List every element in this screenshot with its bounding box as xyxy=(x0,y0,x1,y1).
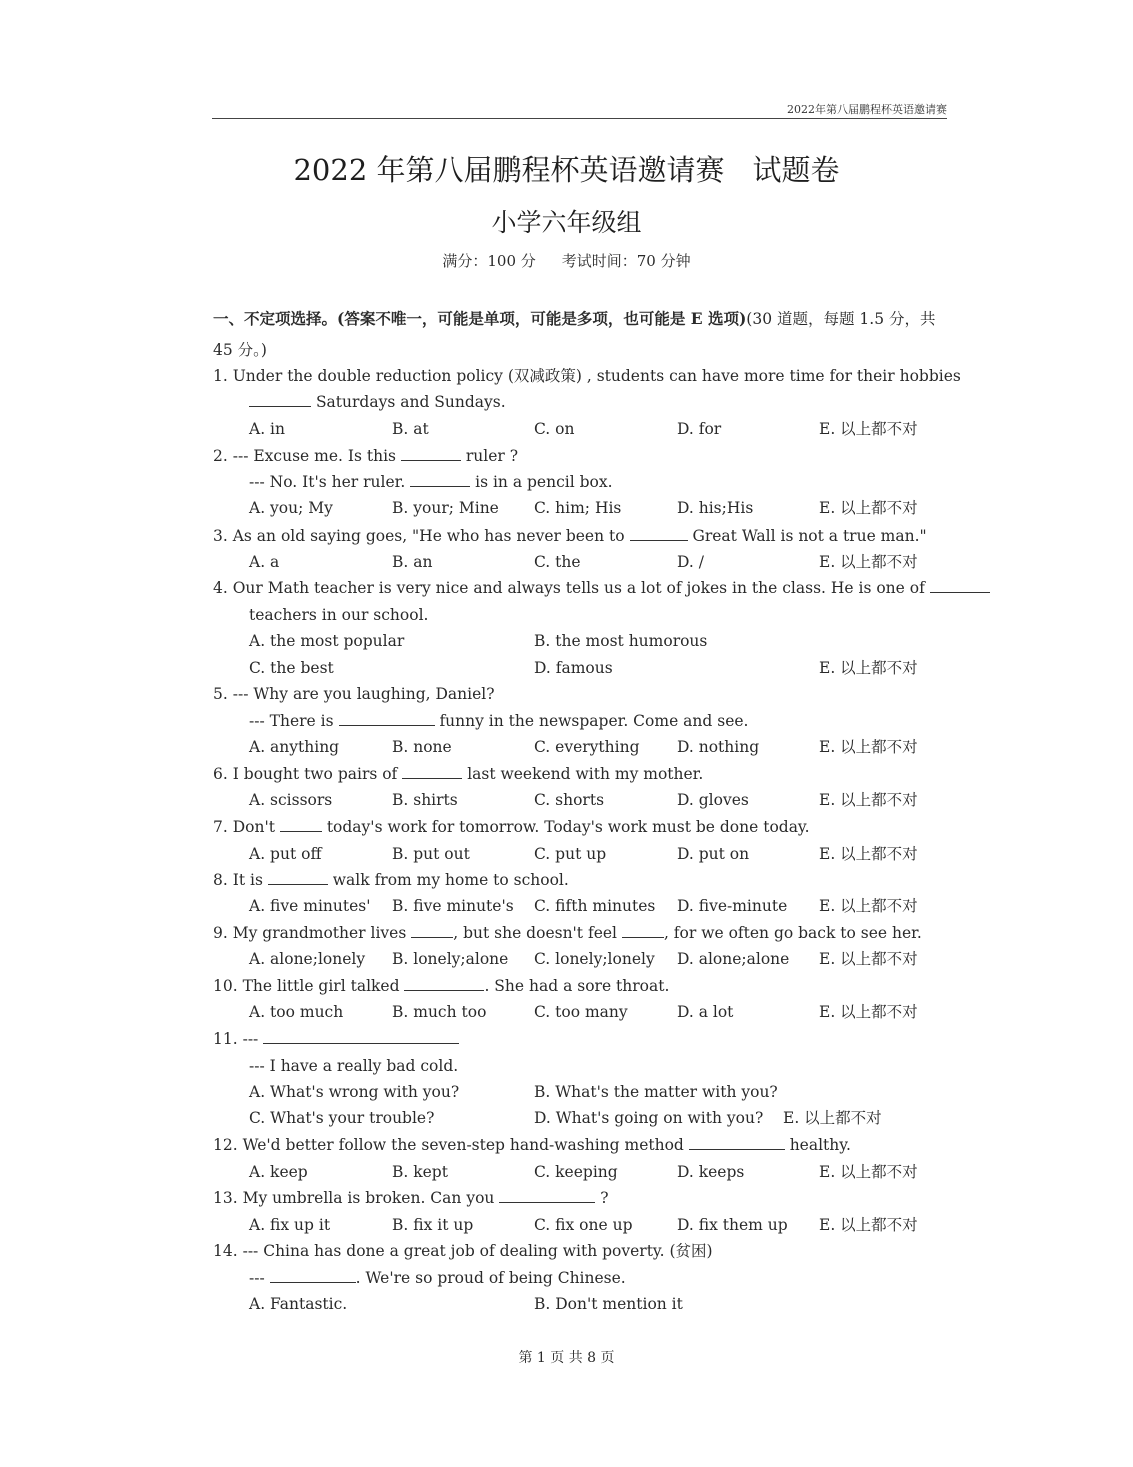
question-13-text-b: ? xyxy=(600,1189,609,1207)
page-title xyxy=(0,148,1133,189)
question-8-line-1 xyxy=(213,870,569,890)
answer-blank xyxy=(630,526,688,541)
answer-blank xyxy=(339,711,435,726)
q8-option-a: A. five minutes' xyxy=(249,897,371,915)
title-main: 2022 年第八届鹏程杯英语邀请赛 xyxy=(293,153,725,187)
question-11-text-a: 11. --- xyxy=(213,1030,259,1048)
q6-option-e: E. 以上都不对 xyxy=(819,791,918,809)
q14-option-a: A. Fantastic. xyxy=(249,1295,348,1313)
question-14-text-b: --- xyxy=(249,1269,265,1287)
q8-option-c: C. fifth minutes xyxy=(534,897,656,915)
question-13-line-1 xyxy=(213,1188,609,1208)
q7-option-e: E. 以上都不对 xyxy=(819,845,918,863)
answer-blank xyxy=(689,1135,785,1150)
q5-option-a: A. anything xyxy=(249,738,340,756)
q14-option-b: B. Don't mention it xyxy=(534,1295,683,1313)
answer-blank xyxy=(930,578,990,593)
q6-option-b: B. shirts xyxy=(392,791,458,809)
q13-option-b: B. fix it up xyxy=(392,1216,474,1234)
q12-option-b: B. kept xyxy=(392,1163,448,1181)
question-2-text-d: is in a pencil box. xyxy=(475,473,613,491)
q10-option-e: E. 以上都不对 xyxy=(819,1003,918,1021)
q12-option-c: C. keeping xyxy=(534,1163,618,1181)
q11-option-a: A. What's wrong with you? xyxy=(249,1083,460,1101)
q4-option-c: C. the best xyxy=(249,659,334,677)
q13-option-a: A. fix up it xyxy=(249,1216,331,1234)
question-8-text-a: 8. It is xyxy=(213,871,263,889)
q8-option-b: B. five minute's xyxy=(392,897,514,915)
question-1-text: 1. Under the double reduction policy (双减政策) , students can have more time for their hobbies xyxy=(213,367,961,385)
q6-option-c: C. shorts xyxy=(534,791,605,809)
question-6-line-1 xyxy=(213,764,703,784)
full-score: 满分：100 分 xyxy=(442,252,536,270)
q1-option-c: C. on xyxy=(534,420,575,438)
question-12-text-a: 12. We'd better follow the seven-step hand-washing method xyxy=(213,1136,684,1154)
running-header: 2022年第八届鹏程杯英语邀请赛 xyxy=(787,103,947,116)
q11-option-c: C. What's your trouble? xyxy=(249,1109,435,1127)
question-11-text-b: --- I have a really bad cold. xyxy=(249,1057,459,1075)
q2-option-d: D. his;His xyxy=(677,499,754,517)
q1-option-a: A. in xyxy=(249,420,285,438)
q10-option-d: D. a lot xyxy=(677,1003,734,1021)
q7-option-a: A. put off xyxy=(249,845,322,863)
question-5-text-c: funny in the newspaper. Come and see. xyxy=(439,712,749,730)
question-4-text-b: teachers in our school. xyxy=(249,606,429,624)
question-7-text-b: today's work for tomorrow. Today's work must be done today. xyxy=(326,818,810,836)
q2-option-b: B. your; Mine xyxy=(392,499,499,517)
exam-time: 考试时间：70 分钟 xyxy=(561,252,691,270)
q3-option-b: B. an xyxy=(392,553,433,571)
question-5-line-2 xyxy=(249,711,748,731)
q9-option-b: B. lonely;alone xyxy=(392,950,509,968)
q13-option-c: C. fix one up xyxy=(534,1216,633,1234)
q7-option-b: B. put out xyxy=(392,845,470,863)
q6-option-d: D. gloves xyxy=(677,791,749,809)
question-2-text-c: --- No. It's her ruler. xyxy=(249,473,406,491)
question-11-line-1 xyxy=(213,1029,459,1049)
answer-blank xyxy=(411,923,453,938)
question-12-text-b: healthy. xyxy=(789,1136,851,1154)
q10-option-a: A. too much xyxy=(249,1003,344,1021)
q8-option-e: E. 以上都不对 xyxy=(819,897,918,915)
question-6-text-a: 6. I bought two pairs of xyxy=(213,765,398,783)
page-footer: 第 1 页 共 8 页 xyxy=(518,1350,615,1366)
answer-blank xyxy=(404,976,484,991)
q13-option-d: D. fix them up xyxy=(677,1216,788,1234)
q7-option-d: D. put on xyxy=(677,845,750,863)
answer-blank xyxy=(263,1029,459,1044)
q9-option-a: A. alone;lonely xyxy=(249,950,366,968)
question-6-text-b: last weekend with my mother. xyxy=(467,765,704,783)
q3-option-c: C. the xyxy=(534,553,581,571)
q6-option-a: A. scissors xyxy=(249,791,333,809)
q11-option-b: B. What's the matter with you? xyxy=(534,1083,778,1101)
question-14-text-c: . We're so proud of being Chinese. xyxy=(355,1269,626,1287)
question-7-line-1 xyxy=(213,817,810,837)
q3-option-e: E. 以上都不对 xyxy=(819,553,918,571)
q4-option-e: E. 以上都不对 xyxy=(819,659,918,677)
question-5-text-b: --- There is xyxy=(249,712,334,730)
question-3-line-1 xyxy=(213,526,927,546)
question-8-text-b: walk from my home to school. xyxy=(332,871,569,889)
answer-blank xyxy=(270,1268,356,1283)
question-4-text-a: 4. Our Math teacher is very nice and always tells us a lot of jokes in the class. He is one of xyxy=(213,579,925,597)
section-title: 一、不定项选择。(答案不唯一，可能是单项，可能是多项，也可能是 E 选项) xyxy=(213,309,747,328)
question-5-text-a: 5. --- Why are you laughing, Daniel? xyxy=(213,685,495,703)
q9-option-e: E. 以上都不对 xyxy=(819,950,918,968)
q3-option-a: A. a xyxy=(249,553,280,571)
section-heading xyxy=(213,303,948,366)
question-10-text-b: . She had a sore throat. xyxy=(484,977,670,995)
answer-blank xyxy=(410,472,470,487)
q4-option-d: D. famous xyxy=(534,659,613,677)
q8-option-d: D. five-minute xyxy=(677,897,788,915)
q1-option-e: E. 以上都不对 xyxy=(819,420,918,438)
question-9-text-b: , but she doesn't feel xyxy=(453,924,618,942)
q4-option-a: A. the most popular xyxy=(249,632,405,650)
section-note: (30 道题，每题 1.5 分，共 45 分。) xyxy=(213,310,936,359)
answer-blank xyxy=(499,1188,595,1203)
q5-option-c: C. everything xyxy=(534,738,640,756)
q11-option-e: E. 以上都不对 xyxy=(783,1109,882,1127)
q5-option-e: E. 以上都不对 xyxy=(819,738,918,756)
q13-option-e: E. 以上都不对 xyxy=(819,1216,918,1234)
q12-option-a: A. keep xyxy=(249,1163,308,1181)
question-12-line-1 xyxy=(213,1135,851,1155)
q7-option-c: C. put up xyxy=(534,845,607,863)
question-2-line-2 xyxy=(249,472,613,492)
question-7-text-a: 7. Don't xyxy=(213,818,275,836)
question-13-text-a: 13. My umbrella is broken. Can you xyxy=(213,1189,495,1207)
question-9-line-1 xyxy=(213,923,922,943)
q9-option-d: D. alone;alone xyxy=(677,950,790,968)
header-rule xyxy=(212,118,947,119)
answer-blank xyxy=(268,870,328,885)
answer-blank xyxy=(622,923,664,938)
q1-option-d: D. for xyxy=(677,420,722,438)
q4-option-b: B. the most humorous xyxy=(534,632,708,650)
answer-blank xyxy=(280,817,322,832)
q1-option-b: B. at xyxy=(392,420,429,438)
title-suffix: 试题卷 xyxy=(752,153,840,187)
q5-option-b: B. none xyxy=(392,738,452,756)
question-2-text-a: 2. --- Excuse me. Is this xyxy=(213,447,396,465)
question-2-line-1 xyxy=(213,446,518,466)
question-3-text-b: Great Wall is not a true man." xyxy=(692,527,927,545)
page-subtitle: 小学六年级组 xyxy=(491,208,642,237)
q11-option-d: D. What's going on with you? xyxy=(534,1109,764,1127)
answer-blank xyxy=(249,392,311,407)
q2-option-e: E. 以上都不对 xyxy=(819,499,918,517)
question-14-line-2 xyxy=(249,1268,626,1288)
question-10-line-1 xyxy=(213,976,669,996)
q10-option-b: B. much too xyxy=(392,1003,487,1021)
exam-meta xyxy=(0,250,1133,271)
question-3-text-a: 3. As an old saying goes, "He who has never been to xyxy=(213,527,625,545)
answer-blank xyxy=(402,764,462,779)
question-4-line-1 xyxy=(213,578,990,598)
q10-option-c: C. too many xyxy=(534,1003,628,1021)
q12-option-e: E. 以上都不对 xyxy=(819,1163,918,1181)
question-2-text-b: ruler ? xyxy=(465,447,519,465)
answer-blank xyxy=(401,446,461,461)
q5-option-d: D. nothing xyxy=(677,738,760,756)
question-9-text-c: , for we often go back to see her. xyxy=(663,924,922,942)
question-10-text-a: 10. The little girl talked xyxy=(213,977,400,995)
question-1-text-b: Saturdays and Sundays. xyxy=(315,393,506,411)
question-9-text-a: 9. My grandmother lives xyxy=(213,924,407,942)
q2-option-a: A. you; My xyxy=(249,499,333,517)
q2-option-c: C. him; His xyxy=(534,499,622,517)
question-1-cont xyxy=(249,392,506,412)
question-14-text-a: 14. --- China has done a great job of dealing with poverty. (贫困) xyxy=(213,1242,713,1260)
q12-option-d: D. keeps xyxy=(677,1163,745,1181)
q3-option-d: D. / xyxy=(677,553,704,571)
q9-option-c: C. lonely;lonely xyxy=(534,950,655,968)
